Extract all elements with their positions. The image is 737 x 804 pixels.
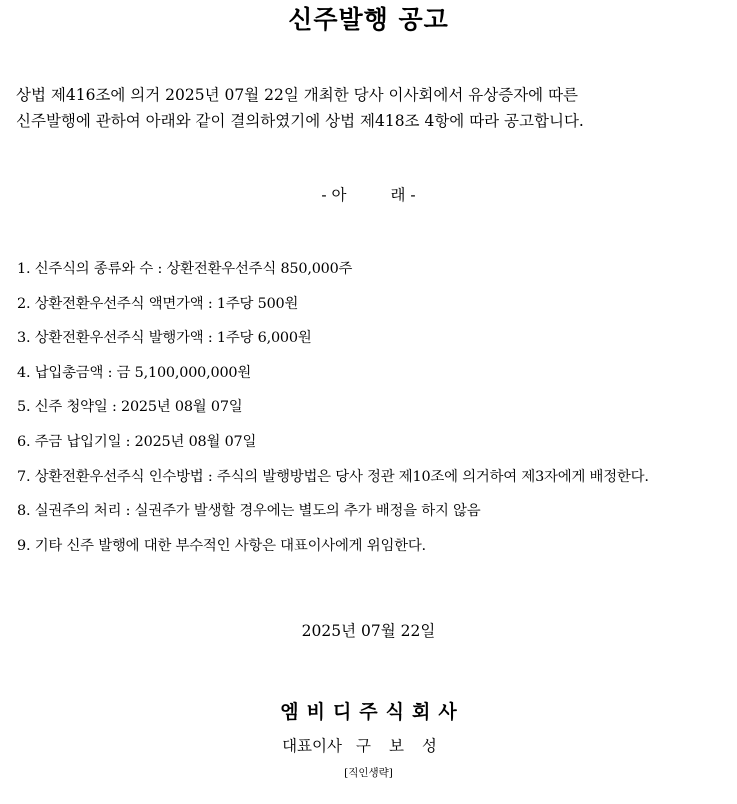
list-item: 4. 납입총금액 : 금 5,100,000,000원 [17, 364, 252, 381]
section-separator [0, 183, 737, 207]
resolution-items-list [17, 255, 729, 566]
list-item: 1. 신주식의 종류와 수 : 상환전환우선주식 850,000주 [17, 261, 353, 277]
ceo-name: 구보성 [355, 737, 455, 755]
company-name: 엠비디주식회사 [280, 701, 465, 723]
list-item: 3. 상환전환우선주식 발행가액 : 1주당 6,000원 [17, 330, 312, 347]
intro-paragraph [16, 82, 722, 134]
list-item: 5. 신주 청약일 : 2025년 08월 07일 [17, 399, 243, 416]
ceo-line [0, 732, 737, 760]
list-item: 7. 상환전환우선주식 인수방법 : 주식의 발행방법은 당사 정관 제10조에 의거하여 제3자에게 배정한다. [17, 468, 649, 485]
list-item: 9. 기타 신주 발행에 대한 부수적인 사항은 대표이사에게 위임한다. [17, 537, 426, 554]
ceo-title: 대표이사 [282, 737, 342, 755]
seal-omitted-note: [직인생략] [344, 767, 393, 779]
notice-title: 신주발행 공고 [288, 5, 449, 34]
list-item: 8. 실권주의 처리 : 실권주가 발생할 경우에는 별도의 추가 배정을 하지 않음 [17, 503, 481, 520]
separator-right: 래 - [390, 186, 416, 204]
list-item: 2. 상환전환우선주식 액면가액 : 1주당 500원 [17, 295, 299, 312]
intro-line-2: 신주발행에 관하여 아래와 같이 결의하였기에 상법 제418조 4항에 따라 공고합니다. [16, 112, 584, 130]
list-item: 6. 주금 납입기일 : 2025년 08월 07일 [17, 433, 257, 450]
intro-line-1: 상법 제416조에 의거 2025년 07월 22일 개최한 당사 이사회에서 유상증자에 따른 [16, 86, 579, 104]
separator-left: - 아 [321, 186, 347, 204]
notice-date: 2025년 07월 22일 [301, 622, 436, 640]
